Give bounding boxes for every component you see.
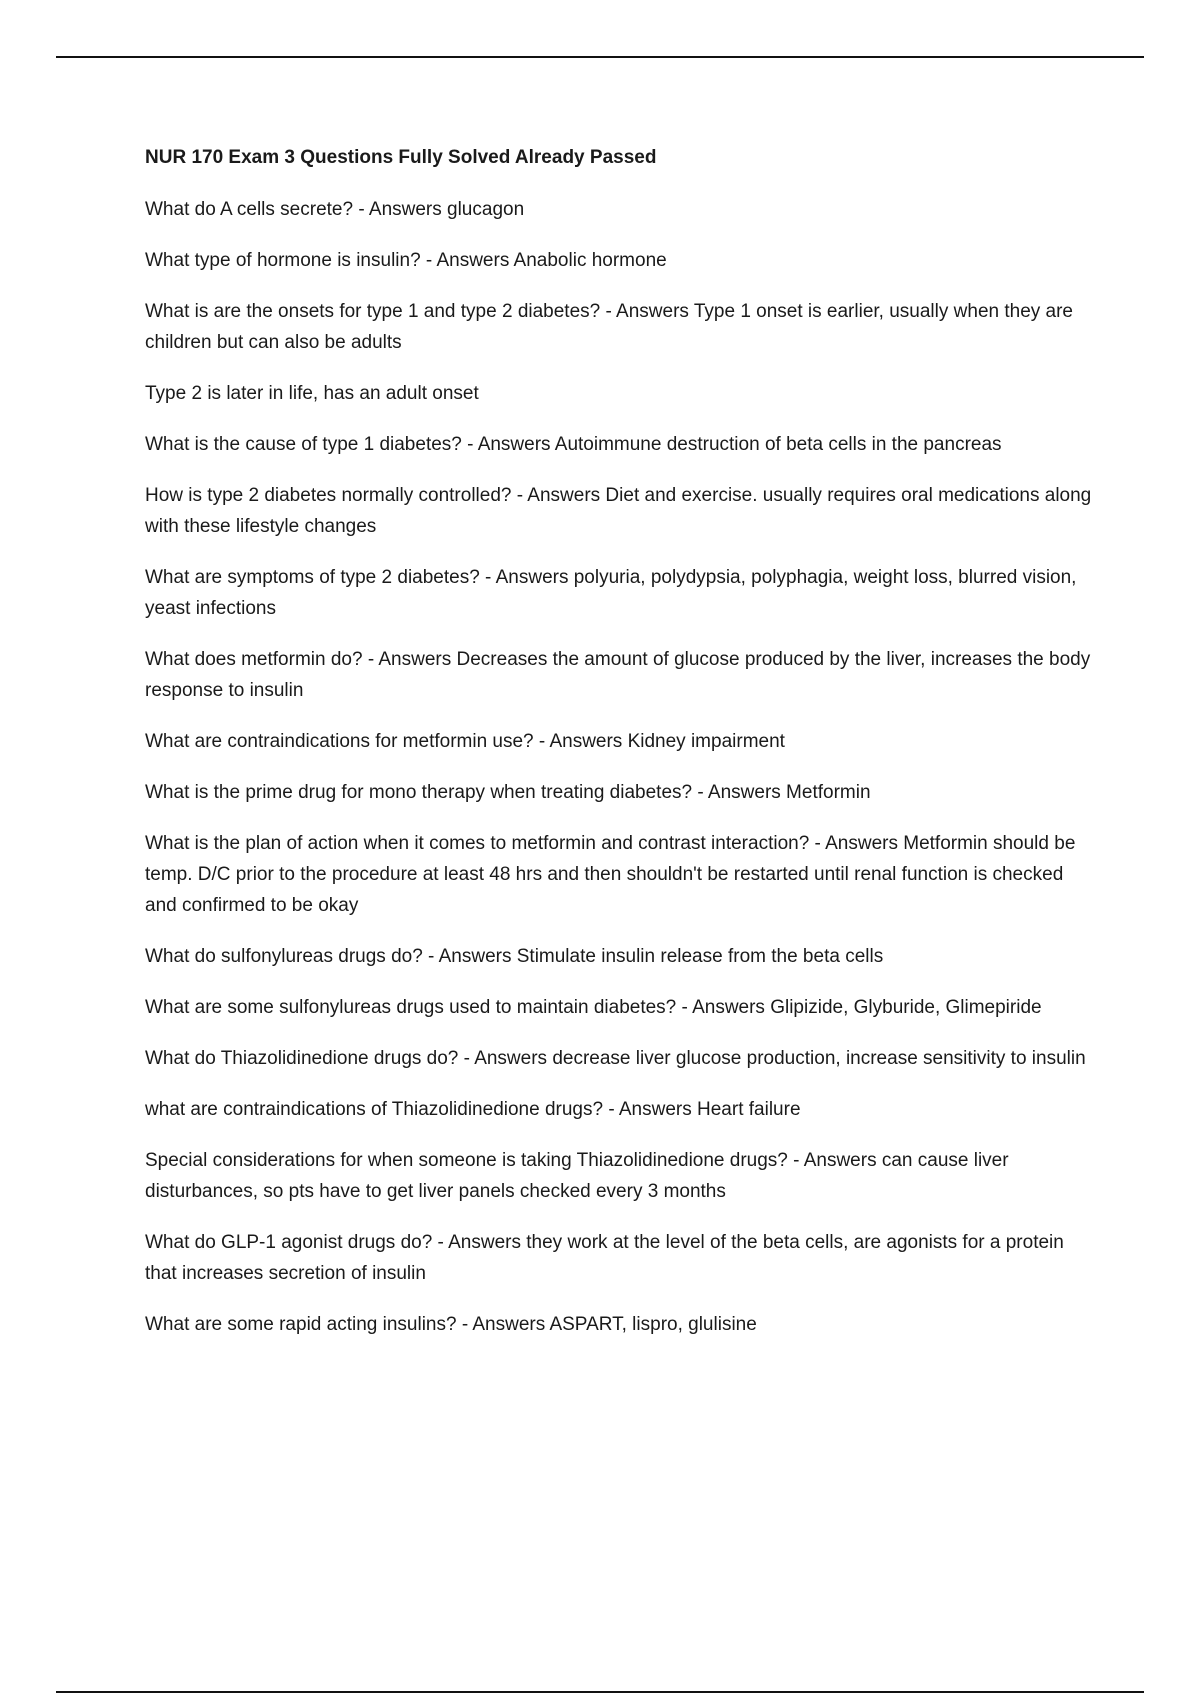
qa-item: What is the plan of action when it comes to metformin and contrast interaction? - Answers Metformin should be temp. D/C prior to the procedure at least 48 hrs and then shouldn't be restarted until renal function is checked and confirmed to be okay [145,833,1076,916]
document-title: NUR 170 Exam 3 Questions Fully Solved Already Passed [145,147,657,168]
qa-item: What are some sulfonylureas drugs used to maintain diabetes? - Answers Glipizide, Glyburide, Glimepiride [145,997,1042,1018]
qa-item: What do Thiazolidinedione drugs do? - Answers decrease liver glucose production, increase sensitivity to insulin [145,1048,1086,1069]
qa-item: What are some rapid acting insulins? - Answers ASPART, lispro, glulisine [145,1314,757,1335]
qa-item: What do sulfonylureas drugs do? - Answers Stimulate insulin release from the beta cells [145,946,884,967]
document-body [145,144,1095,1360]
qa-item: Type 2 is later in life, has an adult onset [145,383,479,404]
qa-item: Special considerations for when someone is taking Thiazolidinedione drugs? - Answers can cause liver disturbances, so pts have to get liver panels checked every 3 months [145,1150,1009,1202]
qa-item: What are contraindications for metformin use? - Answers Kidney impairment [145,731,785,752]
qa-item: What is the cause of type 1 diabetes? - Answers Autoimmune destruction of beta cells in the pancreas [145,434,1002,455]
qa-item: What do A cells secrete? - Answers glucagon [145,199,525,220]
qa-item: what are contraindications of Thiazolidinedione drugs? - Answers Heart failure [145,1099,801,1120]
bottom-divider [56,1691,1144,1693]
qa-item: What is the prime drug for mono therapy when treating diabetes? - Answers Metformin [145,782,871,803]
qa-item: What do GLP-1 agonist drugs do? - Answers they work at the level of the beta cells, are agonists for a protein that increases secretion of insulin [145,1232,1064,1284]
qa-item: What is are the onsets for type 1 and type 2 diabetes? - Answers Type 1 onset is earlier, usually when they are children but can also be adults [145,301,1074,353]
top-divider [56,56,1144,58]
qa-list [145,194,1095,1340]
qa-item: What does metformin do? - Answers Decreases the amount of glucose produced by the liver, increases the body response to insulin [145,649,1091,701]
qa-item: How is type 2 diabetes normally controlled? - Answers Diet and exercise. usually requires oral medications along with these lifestyle changes [145,485,1092,537]
qa-item: What type of hormone is insulin? - Answers Anabolic hormone [145,250,667,271]
qa-item: What are symptoms of type 2 diabetes? - Answers polyuria, polydypsia, polyphagia, weight loss, blurred vision, yeast infections [145,567,1077,619]
